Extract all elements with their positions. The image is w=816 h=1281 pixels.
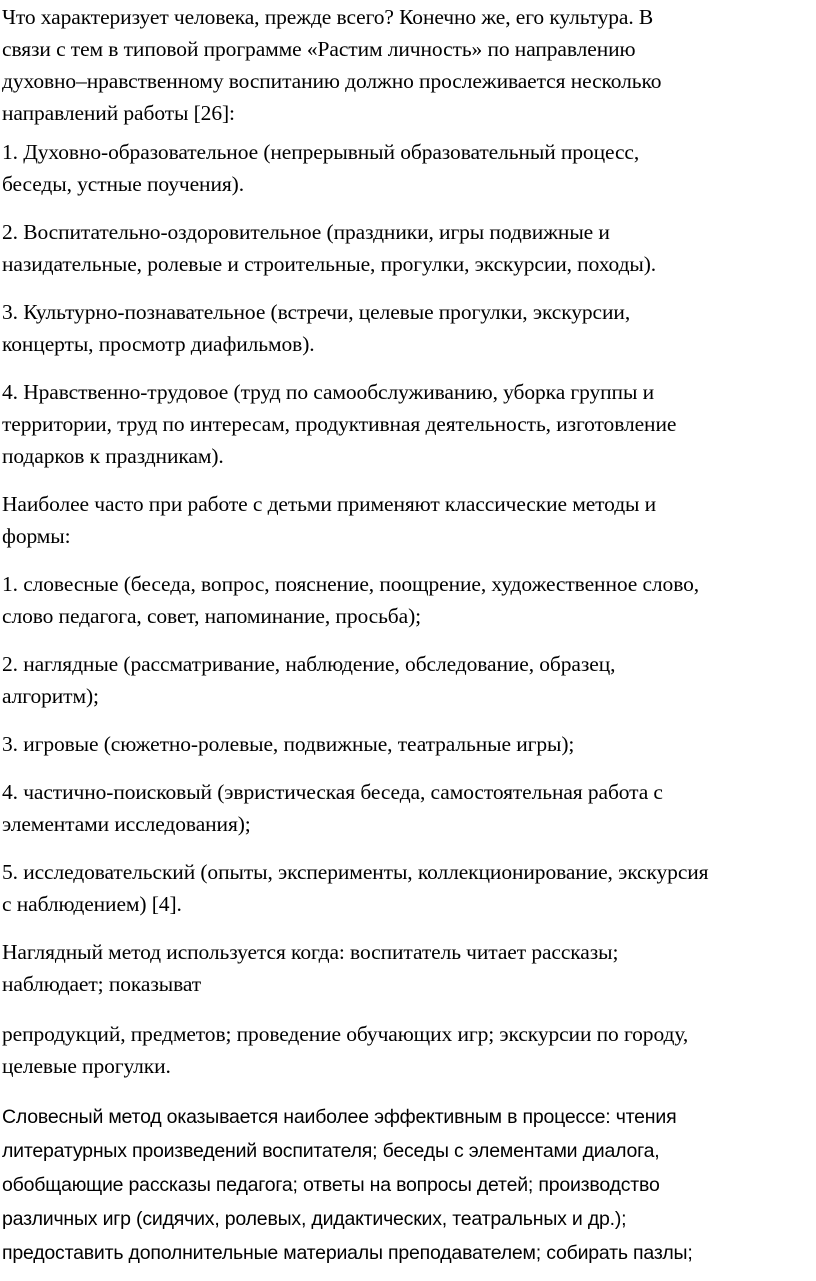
paragraph-method-1 — [0, 568, 814, 632]
paragraph-direction-1 — [0, 136, 814, 200]
text-line: целевые прогулки. — [2, 1054, 171, 1078]
text-line: обобщающие рассказы педагога; ответы на вопросы детей; производство — [2, 1174, 660, 1196]
text-line: 5. исследовательский (опыты, эксперименты, коллекционирование, экскурсия — [2, 860, 709, 884]
text-line: 3. Культурно-познавательное (встречи, целевые прогулки, экскурсии, — [2, 300, 631, 324]
paragraph-direction-2 — [0, 216, 814, 280]
text-line: 3. игровые (сюжетно-ролевые, подвижные, театральные игры); — [2, 732, 575, 756]
paragraph-method-2 — [0, 648, 814, 712]
paragraph-method-4 — [0, 776, 814, 840]
text-line: литературных произведений воспитателя; беседы с элементами диалога, — [2, 1140, 660, 1162]
text-line: беседы, устные поучения). — [2, 172, 244, 196]
paragraph-visual-method — [0, 936, 814, 1000]
paragraph-method-5 — [0, 856, 814, 920]
text-line: назидательные, ролевые и строительные, прогулки, экскурсии, походы). — [2, 252, 657, 276]
text-line: концерты, просмотр диафильмов). — [2, 332, 315, 356]
text-line: 1. словесные (беседа, вопрос, пояснение, поощрение, художественное слово, — [2, 572, 700, 596]
text-line: духовно–нравственному воспитанию должно прослеживается несколько — [2, 69, 662, 93]
paragraph-intro — [0, 1, 814, 129]
text-line: формы: — [2, 524, 71, 548]
text-line: слово педагога, совет, напоминание, просьба); — [2, 604, 422, 628]
paragraph-method-3 — [0, 728, 814, 760]
text-line: Наиболее часто при работе с детьми применяют классические методы и — [2, 492, 657, 516]
text-line: связи с тем в типовой программе «Растим личность» по направлению — [2, 37, 636, 61]
text-line: 1. Духовно-образовательное (непрерывный образовательный процесс, — [2, 140, 640, 164]
text-line: направлений работы [26]: — [2, 101, 235, 125]
text-line: с наблюдением) [4]. — [2, 892, 182, 916]
text-line: 2. Воспитательно-оздоровительное (праздники, игры подвижные и — [2, 220, 610, 244]
paragraph-methods-intro — [0, 488, 814, 552]
paragraph-visual-method-continued — [0, 1018, 814, 1082]
text-line: 4. Нравственно-трудовое (труд по самообслуживанию, уборка группы и — [2, 380, 654, 404]
paragraph-direction-4 — [0, 376, 814, 472]
text-line: алгоритм); — [2, 684, 99, 708]
text-line: различных игр (сидячих, ролевых, дидактических, театральных и др.); — [2, 1208, 627, 1230]
text-line: Наглядный метод используется когда: воспитатель читает рассказы; — [2, 940, 619, 964]
text-line: Что характеризует человека, прежде всего? Конечно же, его культура. В — [2, 5, 654, 29]
text-line: территории, труд по интересам, продуктивная деятельность, изготовление — [2, 412, 677, 436]
paragraph-direction-3 — [0, 296, 814, 360]
text-line: 2. наглядные (рассматривание, наблюдение, обследование, образец, — [2, 652, 616, 676]
text-line: предоставить дополнительные материалы преподавателем; собирать пазлы; — [2, 1242, 693, 1264]
text-line: Словесный метод оказывается наиболее эффективным в процессе: чтения — [2, 1106, 677, 1128]
text-line: наблюдает; показыват — [2, 972, 202, 996]
text-line: подарков к праздникам). — [2, 444, 224, 468]
text-line: 4. частично-поисковый (эвристическая беседа, самостоятельная работа с — [2, 780, 663, 804]
text-line: репродукций, предметов; проведение обучающих игр; экскурсии по городу, — [2, 1022, 689, 1046]
text-line: элементами исследования); — [2, 812, 251, 836]
paragraph-verbal-method — [0, 1100, 814, 1270]
